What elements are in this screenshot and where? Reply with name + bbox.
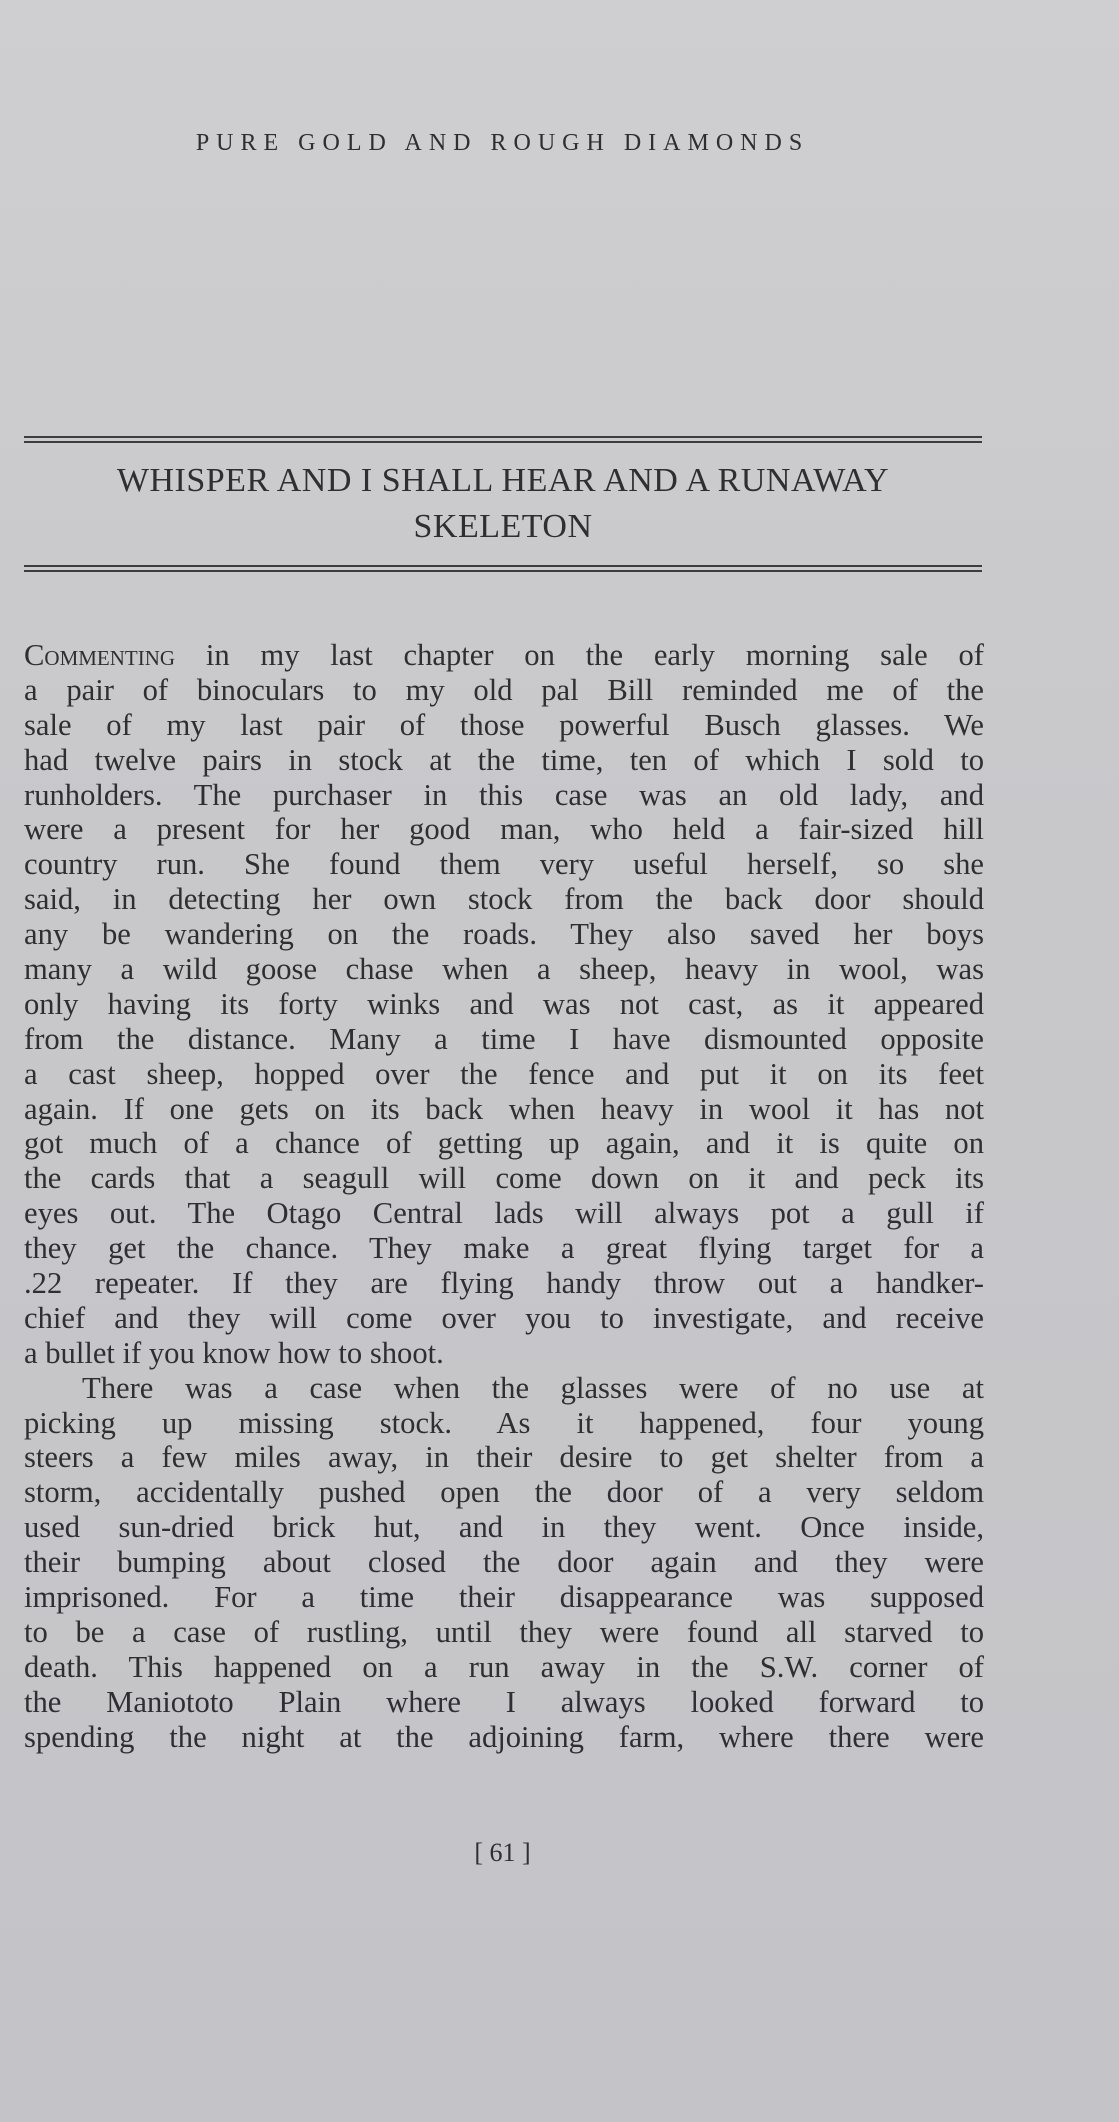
chapter-title-line-1: WHISPER AND I SHALL HEAR AND A RUNAWAY bbox=[116, 462, 890, 499]
rule-line bbox=[24, 441, 982, 443]
text-line bbox=[24, 638, 984, 673]
text-line: their bumping about closed the door again and they were bbox=[24, 1545, 984, 1580]
body-text bbox=[24, 638, 984, 1755]
text-line: country run. She found them very useful herself, so she bbox=[24, 847, 984, 882]
opening-line-rest: in my last chapter on the early morning sale of bbox=[175, 638, 984, 672]
text-line: only having its forty winks and was not cast, as it appeared bbox=[24, 986, 984, 1021]
text-line: got much of a chance of getting up again, and it is quite on bbox=[24, 1126, 984, 1161]
paragraph-first-line: There was a case when the glasses were of no use at bbox=[82, 1370, 984, 1405]
text-line: the cards that a seagull will come down on it and peck its bbox=[24, 1161, 984, 1196]
page-number: [ 61 ] bbox=[474, 1838, 531, 1867]
text-line: the Maniototo Plain where I always looked forward to bbox=[24, 1684, 984, 1719]
running-head: PURE GOLD AND ROUGH DIAMONDS bbox=[195, 130, 810, 156]
text-line: chief and they will come over you to investigate, and receive bbox=[24, 1300, 984, 1335]
text-line: sale of my last pair of those powerful Busch glasses. We bbox=[24, 707, 984, 742]
opening-word: Commenting bbox=[24, 638, 176, 672]
text-line: had twelve pairs in stock at the time, ten of which I sold to bbox=[24, 742, 984, 777]
text-line: again. If one gets on its back when heavy in wool it has not bbox=[24, 1091, 984, 1126]
text-line: spending the night at the adjoining farm, where there were bbox=[24, 1719, 984, 1754]
text-line: storm, accidentally pushed open the door of a very seldom bbox=[24, 1475, 984, 1510]
rule-line bbox=[24, 565, 982, 567]
text-line: a pair of binoculars to my old pal Bill reminded me of the bbox=[24, 672, 984, 707]
title-rule-top bbox=[24, 436, 982, 446]
text-line: to be a case of rustling, until they were found all starved to bbox=[24, 1614, 984, 1649]
text-line: picking up missing stock. As it happened, four young bbox=[24, 1405, 984, 1440]
text-line: death. This happened on a run away in the S.W. corner of bbox=[24, 1649, 984, 1684]
chapter-title-line-2: SKELETON bbox=[413, 508, 593, 545]
text-line: any be wandering on the roads. They also saved her boys bbox=[24, 917, 984, 952]
text-line: they get the chance. They make a great flying target for a bbox=[24, 1231, 984, 1266]
text-line: many a wild goose chase when a sheep, heavy in wool, was bbox=[24, 952, 984, 987]
text-line: eyes out. The Otago Central lads will always pot a gull if bbox=[24, 1196, 984, 1231]
rule-line bbox=[24, 570, 982, 572]
text-line: were a present for her good man, who held a fair-sized hill bbox=[24, 812, 984, 847]
chapter-title bbox=[24, 458, 982, 550]
text-line: said, in detecting her own stock from the back door should bbox=[24, 882, 984, 917]
text-line: imprisoned. For a time their disappearance was supposed bbox=[24, 1580, 984, 1615]
text-line: .22 repeater. If they are flying handy throw out a handker- bbox=[24, 1266, 984, 1301]
paragraph-last-line: a bullet if you know how to shoot. bbox=[24, 1335, 444, 1370]
text-line: a cast sheep, hopped over the fence and put it on its feet bbox=[24, 1056, 984, 1091]
rule-line bbox=[24, 436, 982, 438]
text-line: from the distance. Many a time I have dismounted opposite bbox=[24, 1021, 984, 1056]
text-line: runholders. The purchaser in this case was an old lady, and bbox=[24, 777, 984, 812]
title-rule-bottom bbox=[24, 565, 982, 575]
text-line: used sun-dried brick hut, and in they went. Once inside, bbox=[24, 1510, 984, 1545]
text-line: steers a few miles away, in their desire to get shelter from a bbox=[24, 1440, 984, 1475]
